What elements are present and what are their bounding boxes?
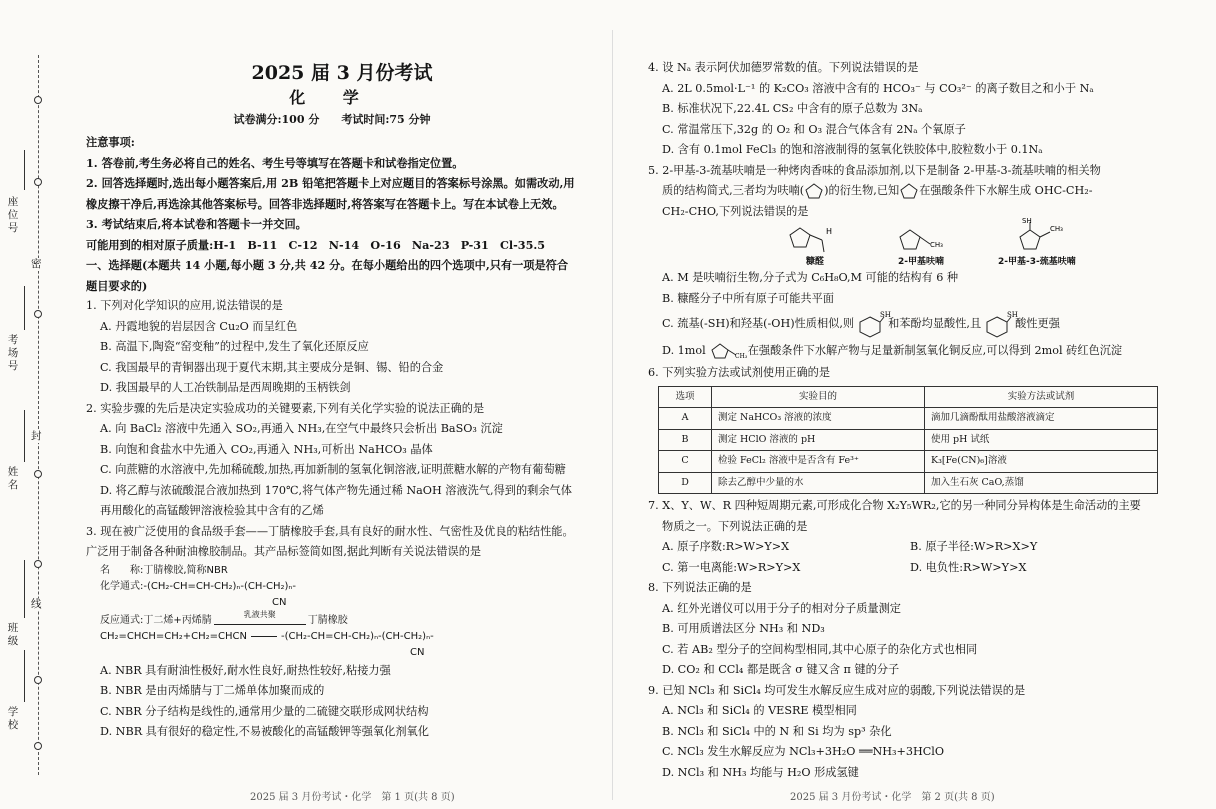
q5-stem-part-c: 在强酸条件下水解生成 OHC-CH₂-	[919, 184, 1093, 197]
table-cell: 除去乙醇中少量的水	[712, 472, 925, 494]
methylfuran-structure	[892, 222, 950, 268]
q4-option-c: C. 常温常压下,32g 的 O₂ 和 O₃ 混合气体含有 2Nₐ 个氧原子	[662, 122, 966, 136]
seat-number-blank[interactable]	[24, 150, 25, 190]
table-header-row	[659, 386, 1158, 408]
name-label: 姓名	[7, 466, 19, 491]
seal-dot	[34, 178, 42, 186]
q5-option-d-part1: D. 1mol	[662, 344, 706, 357]
thiophenol-sh-label: SH	[1007, 311, 1019, 319]
q1-option-d: D. 我国最早的人工冶铁制品是西周晚期的玉柄铁剑	[100, 381, 351, 394]
q9-option-a: A. NCl₃ 和 SiCl₄ 的 VESRE 模型相同	[662, 704, 857, 717]
thiophenol-icon	[981, 311, 1019, 337]
seal-dot	[34, 96, 42, 104]
methylmercaptofuran-icon	[1008, 216, 1066, 256]
atomic-masses: 可能用到的相对原子质量:H-1 B-11 C-12 N-14 O-16 Na-23 P-31 Cl-35.5	[86, 237, 546, 252]
furan-ring-icon	[804, 182, 824, 200]
furan-ring-icon	[899, 182, 919, 200]
nbr-label	[86, 563, 578, 661]
table-cell: 检验 FeCl₂ 溶液中是否含有 Fe³⁺	[712, 451, 925, 473]
methylfuran-ch3-label: CH₃	[930, 241, 943, 249]
table-cell: 使用 pH 试纸	[925, 429, 1158, 451]
q6-stem: 6. 下列实验方法或试剂使用正确的是	[648, 366, 831, 379]
q5-structures	[786, 217, 1158, 268]
school-label: 学校	[7, 706, 19, 731]
q3-option-a: A. NBR 具有耐油性极好,耐水性良好,耐热性较好,粘接力强	[100, 663, 391, 677]
furfural-structure	[786, 222, 844, 268]
q5-option-c-part2: 和苯酚均显酸性,且	[888, 317, 982, 330]
q1-option-a: A. 丹霞地貌的岩层因含 Cu₂O 而呈红色	[100, 319, 298, 333]
class-label: 班级	[7, 622, 19, 647]
q1-option-b: B. 高温下,陶瓷“窑变釉”的过程中,发生了氧化还原反应	[100, 340, 369, 353]
q3-option-d: D. NBR 具有很好的稳定性,不易被酸化的高锰酸钾等强氧化剂氧化	[100, 725, 429, 738]
q9-option-b: B. NCl₃ 和 SiCl₄ 中的 N 和 Si 均为 sp³ 杂化	[662, 724, 892, 738]
q8-option-a: A. 红外光谱仪可以用于分子的相对分子质量测定	[662, 601, 901, 615]
table-cell: K₃[Fe(CN)₆]溶液	[925, 451, 1158, 473]
nbr-formula: 化学通式:-(CH₂-CH=CH-CH₂)ₙ-(CH-CH₂)ₙ-	[100, 580, 297, 592]
q5-stem-line2	[648, 181, 1158, 202]
table-header: 选项	[659, 386, 712, 408]
q2-option-b: B. 向饱和食盐水中先通入 CO₂,再通入 NH₃,可析出 NaHCO₃ 晶体	[100, 442, 433, 456]
q3-option-b: B. NBR 是由丙烯腈与丁二烯单体加聚而成的	[100, 684, 325, 697]
arrow-label: 乳液共聚	[243, 610, 276, 619]
exam-room-blank[interactable]	[24, 286, 25, 330]
nbr-cn-2: CN	[410, 646, 425, 658]
seal-dot	[34, 676, 42, 684]
q6-table	[658, 386, 1158, 495]
class-blank[interactable]	[24, 560, 25, 618]
methylmercaptofuran-structure	[998, 216, 1076, 268]
q9-stem: 9. 已知 NCl₃ 和 SiCl₄ 均可发生水解反应生成对应的弱酸,下列说法错误的是	[648, 683, 1026, 697]
q2-option-a: A. 向 BaCl₂ 溶液中先通入 SO₂,再通入 NH₃,在空气中最终只会析出 BaSO₃ 沉淀	[100, 422, 503, 435]
seat-number-label: 座位号	[7, 196, 19, 234]
table-cell: A	[659, 408, 712, 430]
methylmercaptofuran-name: 2-甲基-3-巯基呋喃	[998, 257, 1076, 267]
furfural-name: 糠醛	[805, 257, 824, 267]
table-cell: B	[659, 429, 712, 451]
left-column	[86, 60, 578, 743]
q5-stem-part-b: )的衍生物,已知	[824, 184, 900, 197]
q5-stem-part-a: 质的结构简式,三者均为呋喃(	[662, 184, 805, 197]
q4-option-d: D. 含有 0.1mol FeCl₃ 的饱和溶液制得的氢氧化铁胶体中,胶粒数小于 0.1Nₐ	[662, 143, 1043, 156]
equation-right: -(CH₂-CH=CH-CH₂)ₙ-(CH-CH₂)ₙ-	[281, 630, 434, 642]
notes-heading: 注意事项:	[86, 135, 135, 149]
seal-dashed-line	[38, 55, 39, 775]
right-column	[648, 58, 1158, 783]
nbr-equation	[100, 629, 578, 645]
reaction-arrow	[214, 610, 306, 625]
table-cell: C	[659, 451, 712, 473]
table-cell: 测定 NaHCO₃ 溶液的浓度	[712, 408, 925, 430]
q5-option-c	[648, 309, 1158, 339]
q8-stem: 8. 下列说法正确的是	[648, 581, 752, 594]
q9-option-c: C. NCl₃ 发生水解反应为 NCl₃+3H₂O ══NH₃+3HClO	[662, 745, 945, 758]
nbr-cn: CN	[272, 596, 287, 608]
q7-option-a: A. 原子序数:R>W>Y>X	[662, 540, 790, 553]
q7-options-row1	[648, 537, 1158, 558]
section-heading: 一、选择题(本题共 14 小题,每小题 3 分,共 42 分。在每小题给出的四个选项中,只有一项是符合题目要求的)	[86, 258, 569, 293]
methylmercaptofuran-sh-label: SH	[1021, 217, 1032, 225]
table-cell: 测定 HClO 溶液的 pH	[712, 429, 925, 451]
q7-stem-line2: 物质之一。下列说法正确的是	[662, 519, 808, 533]
table-cell: D	[659, 472, 712, 494]
exam-room-label: 考场号	[7, 334, 19, 372]
nbr-reaction	[100, 610, 578, 629]
q4-stem: 4. 设 Nₐ 表示阿伏加德罗常数的值。下列说法错误的是	[648, 61, 919, 74]
seal-dot	[34, 560, 42, 568]
table-cell: 加入生石灰 CaO,蒸馏	[925, 472, 1158, 494]
table-header: 实验目的	[712, 386, 925, 408]
note-item: 2. 回答选择题时,选出每小题答案后,用 2B 铅笔把答题卡上对应题目的答案标号涂黑。如需改动,用橡皮擦干净后,再选涂其他答案标号。回答非选择题时,将答案写在答题卡上。写在本试卷上无效。	[86, 176, 575, 211]
q5-option-c-part1: C. 巯基(-SH)和羟基(-OH)性质相似,则	[662, 317, 855, 330]
arrow-line	[214, 624, 306, 625]
q4-option-b: B. 标准状况下,22.4L CS₂ 中含有的原子总数为 3Nₐ	[662, 102, 923, 115]
table-cell: 滴加几滴酚酞用盐酸溶液滴定	[925, 408, 1158, 430]
table-header: 实验方法或试剂	[925, 386, 1158, 408]
seal-char-feng: 封	[31, 430, 42, 442]
q3-option-c: C. NBR 分子结构是线性的,通常用少量的二硫键交联形成网状结构	[100, 704, 429, 718]
exam-title: 2025 届 3 月份考试	[251, 62, 433, 84]
page-footer-2: 2025 届 3 月份考试・化学 第 2 页(共 8 页)	[790, 792, 995, 803]
q1-option-c: C. 我国最早的青铜器出现于夏代末期,其主要成分是铜、锡、铅的合金	[100, 360, 444, 374]
note-item: 3. 考试结束后,将本试卷和答题卡一并交回。	[86, 217, 307, 231]
table-row	[659, 429, 1158, 451]
q9-option-d: D. NCl₃ 和 NH₃ 均能与 H₂O 形成氢键	[662, 765, 859, 779]
binding-strip	[0, 0, 62, 800]
methylmercaptofuran-ch3-label: CH₃	[1049, 225, 1063, 233]
page-divider	[612, 30, 613, 800]
thiophenol-sh-label: SH	[880, 311, 891, 319]
equation-arrow	[251, 636, 277, 637]
name-blank[interactable]	[24, 410, 25, 462]
seal-dot	[34, 310, 42, 318]
table-row	[659, 408, 1158, 430]
furfural-icon	[786, 222, 844, 256]
seal-char-mi: 密	[31, 258, 42, 270]
methylfuran-inline-ch3-label: CH₃	[734, 353, 747, 360]
page-footer-1: 2025 届 3 月份考试・化学 第 1 页(共 8 页)	[250, 792, 455, 803]
exam-subject: 化 学	[289, 88, 375, 107]
methylfuran-name: 2-甲基呋喃	[898, 257, 944, 267]
methylfuran-icon	[892, 222, 950, 256]
q5-stem-line3: CH₂-CHO,下列说法错误的是	[662, 204, 809, 218]
q3-stem: 3. 现在被广泛使用的食品级手套——丁腈橡胶手套,具有良好的耐水性、气密性及优良的粘结性能。广泛用于制备各种耐油橡胶制品。其产品标签简如图,据此判断有关说法错误的是	[86, 524, 574, 558]
table-row	[659, 451, 1158, 473]
reaction-reactants: 反应通式:丁二烯+丙烯腈	[100, 614, 212, 626]
note-item: 1. 答卷前,考生务必将自己的姓名、考生号等填写在答题卡和试卷指定位置。	[86, 155, 464, 170]
seal-char-xian: 线	[31, 598, 42, 610]
q8-option-d: D. CO₂ 和 CCl₄ 都是既含 σ 键又含 π 键的分子	[662, 663, 900, 676]
reaction-product: 丁腈橡胶	[307, 614, 348, 626]
exam-info: 试卷满分:100 分 考试时间:75 分钟	[233, 113, 431, 126]
thiophenol-icon	[854, 311, 891, 337]
q8-option-c: C. 若 AB₂ 型分子的空间构型相同,其中心原子的杂化方式也相同	[662, 642, 978, 656]
q1-stem: 1. 下列对化学知识的应用,说法错误的是	[86, 299, 283, 312]
q5-option-c-part3: 酸性更强	[1015, 317, 1060, 330]
q2-option-c: C. 向蔗糖的水溶液中,先加稀硫酸,加热,再加新制的氢氧化铜溶液,证明蔗糖水解的产物有葡萄糖	[100, 463, 566, 476]
methylfuran-inline-icon	[706, 341, 748, 361]
seal-dot	[34, 742, 42, 750]
q7-option-d: D. 电负性:R>W>Y>X	[910, 560, 1027, 574]
q5-option-a: A. M 是呋喃衍生物,分子式为 C₆H₈O,M 可能的结构有 6 种	[662, 271, 959, 284]
q8-option-b: B. 可用质谱法区分 NH₃ 和 ND₃	[662, 622, 825, 635]
nbr-name: 名 称:丁腈橡胶,简称NBR	[100, 564, 228, 576]
table-row	[659, 472, 1158, 494]
q2-stem: 2. 实验步骤的先后是决定实验成功的关键要素,下列有关化学实验的说法正确的是	[86, 401, 485, 415]
q2-option-d: D. 将乙醇与浓硫酸混合液加热到 170℃,将气体产物先通过稀 NaOH 溶液洗气,得到的剩余气体再用酸化的高锰酸钾溶液检验其中含有的乙烯	[100, 483, 572, 517]
q7-option-b: B. 原子半径:W>R>X>Y	[910, 540, 1038, 553]
seal-dot	[34, 470, 42, 478]
q7-options-row2	[648, 558, 1158, 579]
q5-option-b: B. 糠醛分子中所有原子可能共平面	[662, 291, 834, 305]
q7-stem-line1: 7. X、Y、W、R 四种短周期元素,可形成化合物 X₂Y₅WR₂,它的另一种同分异构体是生命活动的主要	[648, 499, 1141, 512]
equation-left: CH₂=CHCH=CH₂+CH₂=CHCN	[100, 630, 248, 642]
school-blank[interactable]	[24, 650, 25, 702]
q4-option-a: A. 2L 0.5mol·L⁻¹ 的 K₂CO₃ 溶液中含有的 HCO₃⁻ 与 CO₃²⁻ 的离子数目之和小于 Nₐ	[662, 81, 1094, 95]
q5-option-d-part2: 在强酸条件下水解产物与足量新制氢氧化铜反应,可以得到 2mol 砖红色沉淀	[747, 344, 1123, 357]
q7-option-c: C. 第一电离能:W>R>Y>X	[662, 560, 801, 574]
q5-option-d	[648, 339, 1158, 363]
furfural-h-label: H	[826, 227, 833, 236]
q5-stem-line1: 5. 2-甲基-3-巯基呋喃是一种烤肉香味的食品添加剂,以下是制备 2-甲基-3-巯基呋喃的相关物	[648, 163, 1101, 177]
